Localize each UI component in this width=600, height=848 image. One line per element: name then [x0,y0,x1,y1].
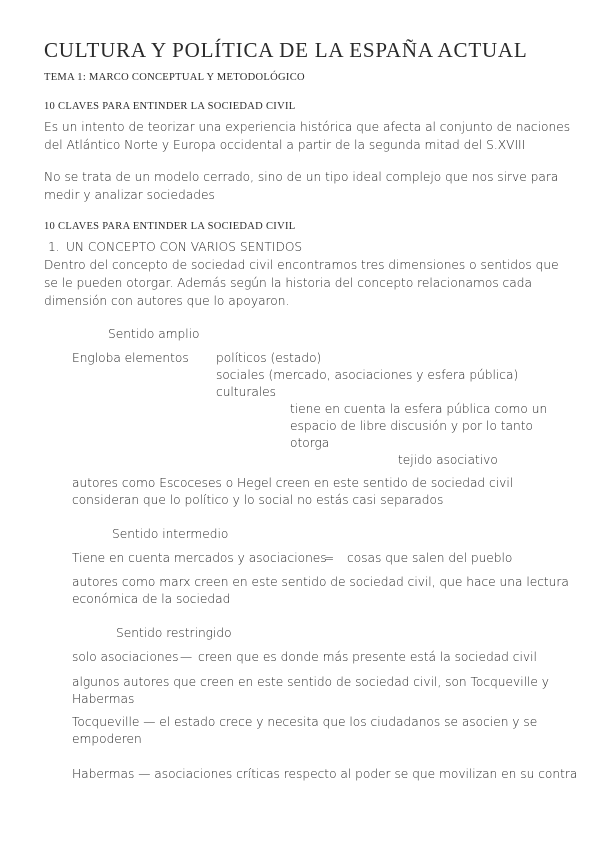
intermedio-tiene: Tiene en cuenta mercados y asociaciones [72,551,327,565]
amplio-autores-line1: autores como Escoceses o Hegel creen en este sentido de sociedad civil [72,476,514,490]
amplio-autores-line2: consideran que lo político y lo social no estás casi separados [72,493,444,507]
amplio-sociales: sociales (mercado, asociaciones y esfera pública) [216,368,519,382]
restringido-tocq-line1: Tocqueville — el estado crece y necesita que los ciudadanos se asocien y se [72,715,538,729]
amplio-engloba: Engloba elementos [72,351,189,365]
amplio-esfera-line2: espacio de libre discusión y por lo tanto [290,419,533,433]
section1-heading: 10 CLAVES PARA ENTINDER LA SOCIEDAD CIVIL [44,101,296,112]
amplio-esfera-line3: otorga [290,436,330,450]
section1-p2-line2: medir y analizar sociedades [44,188,215,202]
section2-heading: 10 CLAVES PARA ENTINDER LA SOCIEDAD CIVIL [44,221,296,232]
restringido-dash: — [180,650,193,664]
restringido-habermas: Habermas — asociaciones críticas respecto al poder se que movilizan en su contra [72,767,578,781]
amplio-culturales: culturales [216,385,277,399]
page-subtitle: TEMA 1: MARCO CONCEPTUAL Y METODOLÓGICO [44,72,305,83]
intermedio-equals: = [324,551,335,565]
restringido-algunos-line1: algunos autores que creen en este sentido de sociedad civil, son Tocqueville y [72,675,549,689]
amplio-heading: Sentido amplio [108,327,200,341]
amplio-politicos: políticos (estado) [216,351,322,365]
amplio-esfera-line1: tiene en cuenta la esfera pública como un [290,402,548,416]
section1-p1-line2: del Atlántico Norte y Europa occidental a partir de la segunda mitad del S.XVIII [44,138,526,152]
intermedio-cosas: cosas que salen del pueblo [347,551,513,565]
amplio-tejido: tejido asociativo [398,453,498,467]
page-title: CULTURA Y POLÍTICA DE LA ESPAÑA ACTUAL [44,38,528,62]
restringido-tocq-line2: empoderen [72,732,142,746]
intro-line1: Dentro del concepto de sociedad civil encontramos tres dimensiones o sentidos que [44,258,559,272]
intro-line2: se le pueden otorgar. Además según la historia del concepto relacionamos cada [44,276,532,290]
section1-p1-line1: Es un intento de teorizar una experiencia histórica que afecta al conjunto de naciones [44,120,571,134]
item-title: UN CONCEPTO CON VARIOS SENTIDOS [66,240,303,254]
section1-p2-line1: No se trata de un modelo cerrado, sino de un tipo ideal complejo que nos sirve para [44,170,559,184]
restringido-algunos-line2: Habermas [72,692,135,706]
intro-line3: dimensión con autores que lo apoyaron. [44,294,290,308]
restringido-heading: Sentido restringido [116,626,232,640]
restringido-creen: creen que es donde más presente está la sociedad civil [198,650,537,664]
item-number: 1. [48,240,60,254]
restringido-solo: solo asociaciones [72,650,179,664]
intermedio-autores-line1: autores como marx creen en este sentido de sociedad civil, que hace una lectura [72,575,569,589]
intermedio-heading: Sentido intermedio [112,527,229,541]
intermedio-autores-line2: económica de la sociedad [72,592,231,606]
